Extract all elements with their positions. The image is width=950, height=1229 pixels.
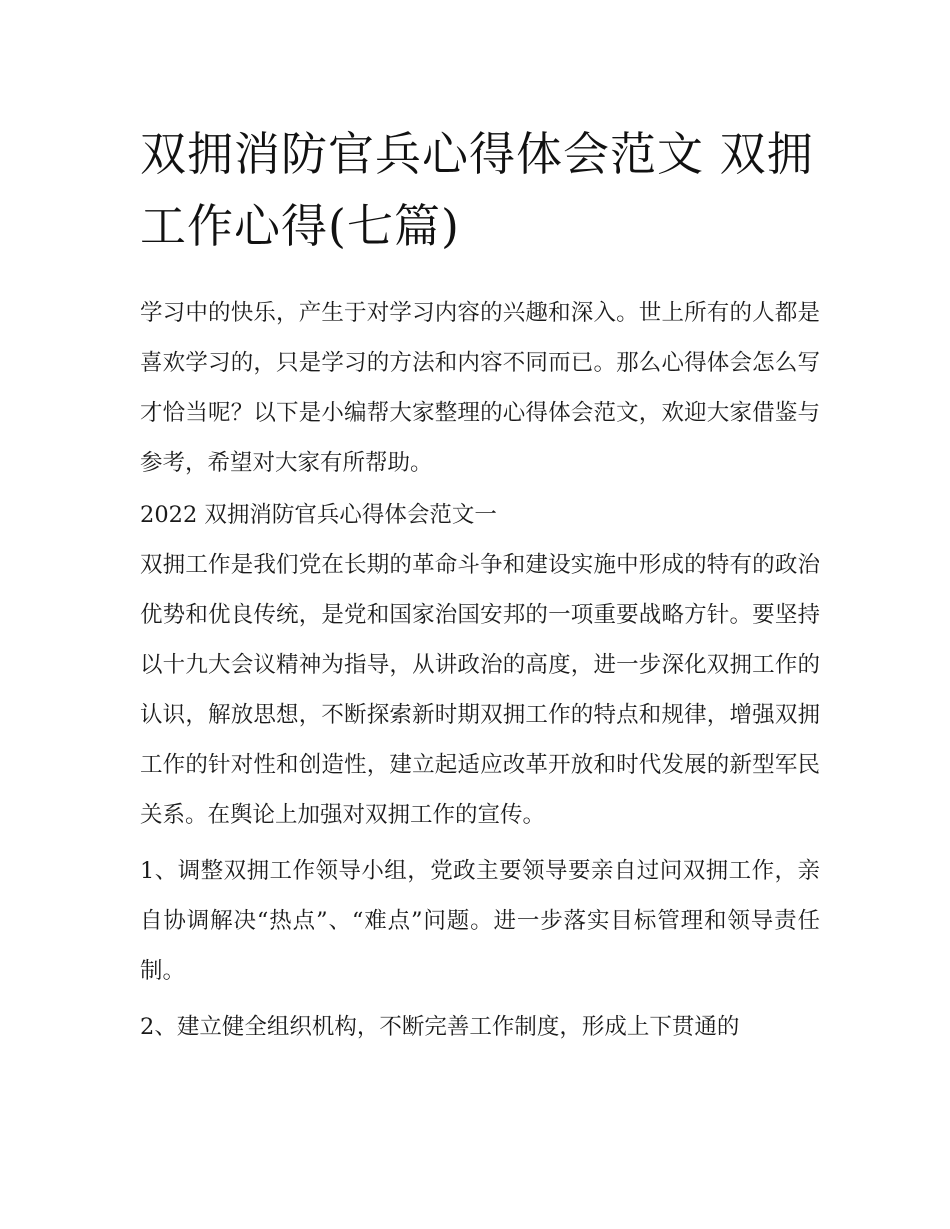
list-item-2: 2、建立健全组织机构，不断完善工作制度，形成上下贯通的 — [140, 1014, 740, 1040]
document-title: 双拥消防官兵心得体会范文 双拥工作心得(七篇) — [140, 127, 814, 253]
document-page — [140, 118, 820, 1052]
section-heading: 2022 双拥消防官兵心得体会范文一 — [140, 502, 497, 528]
list-item-1: 1、调整双拥工作领导小组，党政主要领导要亲自过问双拥工作，亲自协调解决“热点”、“难点”问题。进一步落实目标管理和领导责任制。 — [140, 858, 820, 984]
section-body-paragraph: 双拥工作是我们党在长期的革命斗争和建设实施中形成的特有的政治优势和优良传统，是党和国家治国安邦的一项重要战略方针。要坚持以十九大会议精神为指导，从讲政治的高度，进一步深化双拥工作的认识，解放思想，不断探索新时期双拥工作的特点和规律，增强双拥工作的针对性和创造性，建立起适应改革开放和时代发展的新型军民关系。在舆论上加强对双拥工作的宣传。 — [140, 552, 820, 828]
intro-paragraph: 学习中的快乐，产生于对学习内容的兴趣和深入。世上所有的人都是喜欢学习的，只是学习的方法和内容不同而已。那么心得体会怎么写才恰当呢？以下是小编帮大家整理的心得体会范文，欢迎大家借鉴与参考，希望对大家有所帮助。 — [140, 300, 820, 476]
